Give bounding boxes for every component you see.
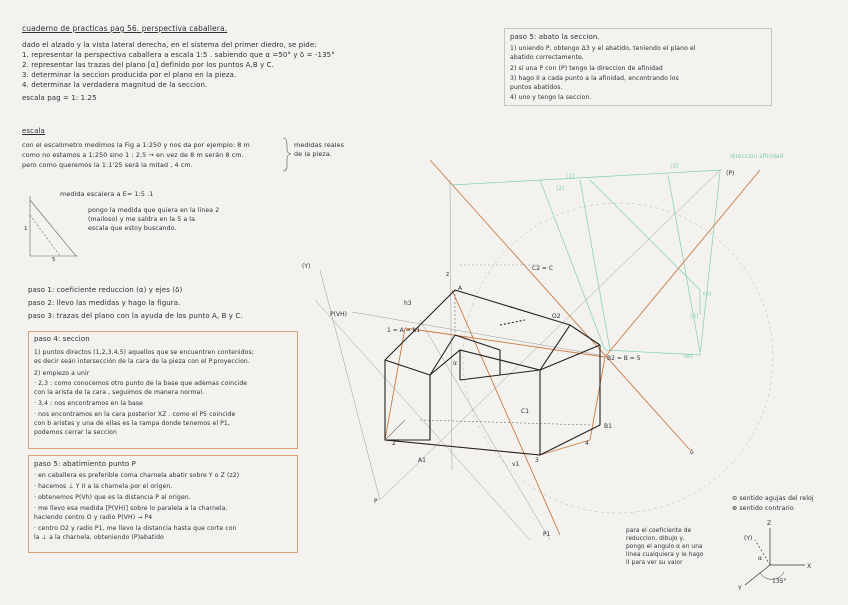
axis-alpha-label: α bbox=[758, 555, 762, 562]
paso5a-line-3: · obtenemos P(Vh) que es la distancia P al origen. bbox=[34, 494, 191, 501]
paso4-line-5: con la arista de la cara , seguimos de manera normal. bbox=[34, 389, 205, 396]
medida-line-1: pongo la medida que quiera en la linea 2 bbox=[88, 207, 220, 214]
label-point-2: 2 bbox=[392, 440, 396, 447]
label-e1: (1) bbox=[566, 173, 575, 180]
label-p-vh: P(VH) bbox=[330, 311, 347, 318]
axis-yb-label: (Y) bbox=[744, 535, 753, 542]
paso4-line-4: · 2,3 : como conocemos otro punto de la base que ademas coincide bbox=[34, 380, 248, 387]
paso4-line-3: 2) empiezo a unir bbox=[34, 370, 90, 377]
medida-sketch bbox=[30, 196, 78, 256]
paso-2: paso 2: llevo las medidas y hago la figura. bbox=[28, 299, 181, 307]
label-c1: C1 bbox=[521, 408, 530, 415]
paso5a-title: paso 5: abatimiento punto P bbox=[34, 460, 136, 468]
note-line-4: linea cualquiera y le hago bbox=[626, 552, 704, 558]
intro-item-1: 1. representar la perspectiva caballera a escala 1:5 . sabiendo que α =50° y δ = -135° bbox=[22, 51, 335, 59]
escala-bracket-note-1: medidas reales bbox=[294, 141, 345, 149]
axis-angle-label: 135° bbox=[772, 578, 787, 585]
escala-bracket bbox=[283, 138, 291, 171]
teal-construction bbox=[452, 170, 722, 355]
escala-line-2: como no estamos a 1:250 sino 1 : 2,5 → en vez de 8 m serán 8 cm. bbox=[22, 151, 244, 159]
label-e2: (2) bbox=[556, 185, 565, 192]
label-e5: (5) bbox=[690, 313, 699, 320]
note-line-1: para el coeficiente de bbox=[626, 528, 692, 534]
intro-item-2: 2. representar las trazas del plano [α] definido por los puntos A,B y C. bbox=[22, 61, 274, 69]
cavalier-piece bbox=[385, 290, 600, 455]
paso5a-line-6: · centro O2 y radio P1, me llevo la distancia hasta que corte con bbox=[34, 525, 237, 532]
axis-y-label: Y bbox=[738, 585, 742, 592]
label-a: A bbox=[458, 285, 463, 292]
label-a1: A1 bbox=[418, 457, 426, 464]
label-axc: (A) bbox=[684, 353, 693, 360]
paso5b-line-3: 2) si una P con (P) tengo la direccion de afinidad bbox=[510, 65, 663, 72]
label-c2: C2 = C bbox=[532, 265, 554, 272]
paso4-line-9: podemos cerrar la seccion bbox=[34, 429, 117, 436]
axis-z-label: Z bbox=[767, 520, 772, 527]
paso5a-line-2: · hacemos ⊥ Y II a la charnela por el origen. bbox=[34, 483, 173, 490]
intro-scale: escala pag = 1: 1.25 bbox=[22, 94, 97, 102]
label-y-axis: (Y) bbox=[302, 263, 311, 270]
label-o2: O2 bbox=[552, 313, 561, 320]
legend-counterclockwise: ⊕ sentido contrario bbox=[732, 505, 794, 512]
grey-construction bbox=[315, 170, 720, 540]
paso5b-line-6: 4) uno y tengo la seccion. bbox=[510, 94, 592, 101]
label-point-3: 3 bbox=[535, 457, 539, 464]
note-line-2: reduccion, dibujo y, bbox=[626, 536, 685, 542]
label-delta: δ bbox=[690, 449, 694, 456]
escala-line-1: con el escalimetro medimos la Fig a 1:250 y nos da por ejemplo: 8 m bbox=[22, 141, 250, 149]
note-line-5: II para ver su valor bbox=[626, 560, 683, 566]
axis-x-label: X bbox=[807, 563, 812, 570]
legend-clockwise: ⊖ sentido agujas del reloj bbox=[732, 495, 814, 502]
intro-statement: dado el alzado y la vista lateral derecha, en el sistema del primer diedro, se pide: bbox=[22, 41, 317, 49]
label-b1: B1 bbox=[604, 423, 612, 430]
label-z: z bbox=[446, 271, 450, 278]
escala-line-3: pero como queremos la 1:1'25 será la mitad , 4 cm. bbox=[22, 161, 193, 169]
paso4-line-1: 1) puntos directos (1,2,3,4,5) aquellos que se encuentren contenidos; bbox=[34, 349, 254, 356]
paso-3: paso 3: trazas del plano con la ayuda de los punto A, B y C. bbox=[28, 312, 243, 320]
label-point-5: B2 = B = 5 bbox=[607, 355, 641, 362]
paso4-line-2: es decir seán intersección de la cara de la pieza con el P.proyeccion. bbox=[34, 358, 250, 365]
label-direccion-afinidad: direccion afinidad bbox=[730, 153, 784, 160]
label-v1: v1 bbox=[512, 461, 520, 468]
paso5b-line-1: 1) uniendo P, obtengo Δ3 y el abatido, teniendo el plano el bbox=[510, 45, 696, 52]
intro-item-3: 3. determinar la seccion producida por el plano en la pieza. bbox=[22, 71, 237, 79]
paso5b-line-4: 3) hago II a cada punto a la afinidad, encontrando los bbox=[510, 75, 679, 82]
label-p1: P1 bbox=[543, 531, 551, 538]
medida-line-2: (mailoso) y me saldra en la 5 a la bbox=[88, 216, 195, 223]
paso4-line-7: · nos encontramos en la cara posterior XZ . como el P5 coincide bbox=[34, 411, 236, 418]
medida-title: medida escalera a E= 1:5 .1 bbox=[60, 190, 154, 198]
label-p-abatido: (P) bbox=[726, 170, 735, 177]
paso5a-line-4: · me llevo esa medida [P(VH)] sobre lo paralela a la charnela. bbox=[34, 505, 228, 512]
medida-line-3: escala que estoy buscando. bbox=[88, 225, 177, 232]
paso4-line-8: con b aristas y una de ellas es la rampa donde tenemos el P1, bbox=[34, 420, 230, 427]
label-point-1: 1 = A = b1 bbox=[387, 327, 421, 334]
intro-item-4: 4. determinar la verdadera magnitud de la seccion. bbox=[22, 81, 208, 89]
note-line-3: pongo el angulo α en una bbox=[626, 544, 703, 550]
paso5b-line-5: puntos abatidos. bbox=[510, 84, 563, 91]
label-alpha: α bbox=[453, 360, 457, 367]
label-p: P bbox=[374, 498, 378, 505]
paso4-line-6: · 3,4 : nos encontramos en la base bbox=[34, 400, 143, 407]
medida-axis-label-5: 5 bbox=[52, 257, 56, 263]
escala-title: escala bbox=[22, 127, 45, 135]
paso5b-line-2: abatido correctamente. bbox=[510, 54, 584, 61]
paso-1: paso 1: coeficiente reduccion (α) y ejes (δ) bbox=[28, 286, 183, 294]
medida-axis-label-1: 1 bbox=[24, 226, 28, 232]
label-h3: h3 bbox=[404, 300, 412, 307]
label-e3: (3) bbox=[670, 163, 679, 170]
paso5a-line-5: haciendo centro O y radio P(VH) → P4 bbox=[34, 514, 153, 521]
paso5a-line-1: · en caballera es preferible coma charnela abatir sobre Y o Z (z2) bbox=[34, 472, 240, 479]
paso5b-title: paso 5: abato la seccion. bbox=[510, 33, 600, 41]
label-e4: (4) bbox=[703, 291, 712, 298]
axes-gizmo bbox=[745, 528, 805, 585]
paso4-title: paso 4: seccion bbox=[34, 335, 90, 343]
paso5a-line-7: la ⊥ a la charnela, obteniendo (P)abatido bbox=[34, 534, 164, 541]
page-title: cuaderno de practicas pag 56. perspectiva caballera. bbox=[22, 24, 228, 33]
escala-bracket-note-2: de la pieza. bbox=[294, 150, 333, 158]
orange-traces bbox=[385, 160, 760, 535]
label-point-4: 4 bbox=[585, 440, 589, 447]
